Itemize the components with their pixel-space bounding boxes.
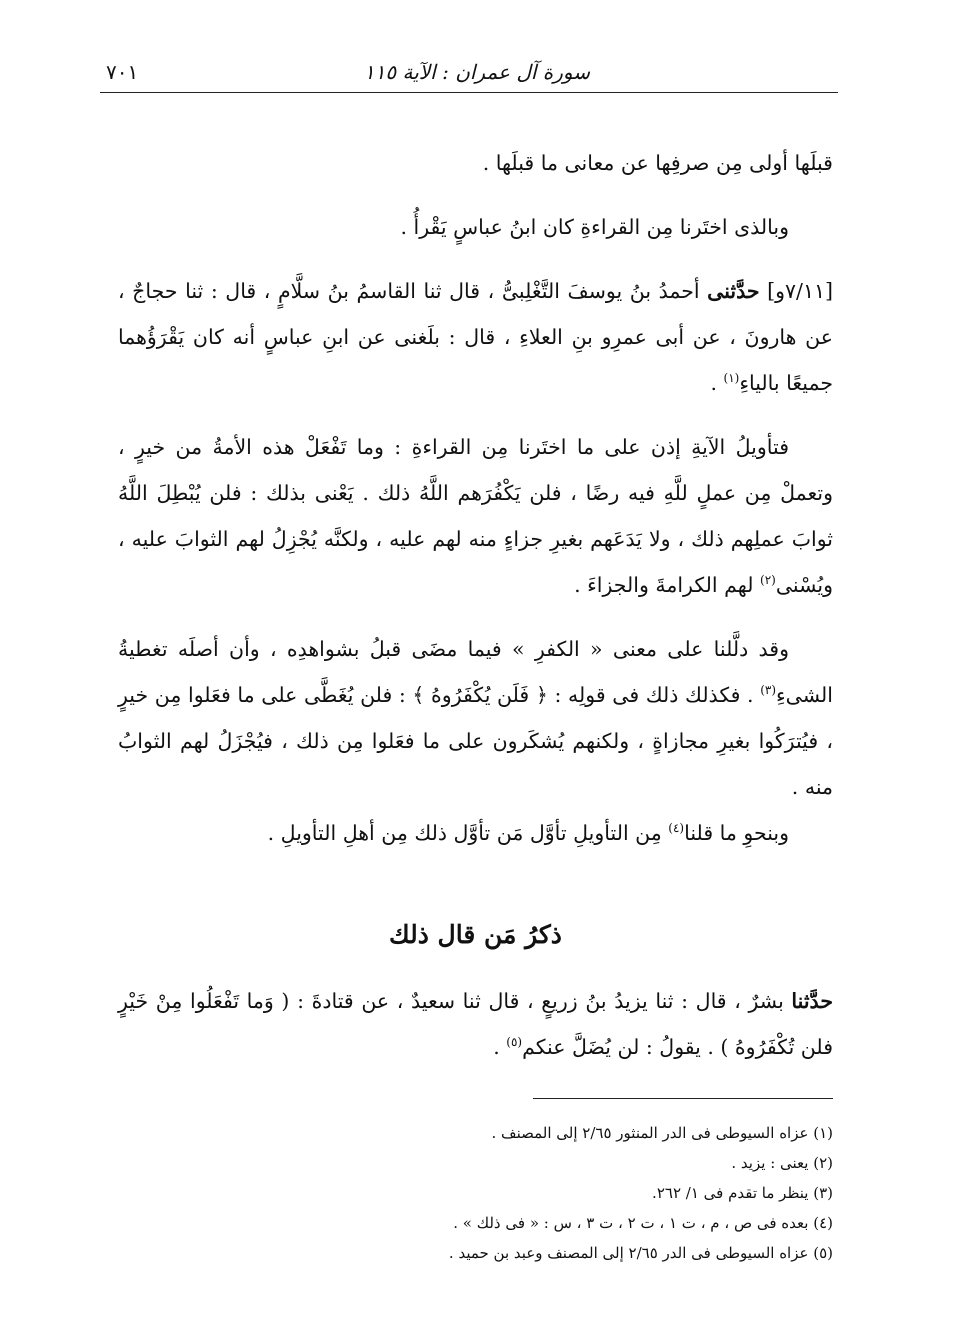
paragraph-3: [٧/١١و] حدَّثنى أحمدُ بنُ يوسفَ التَّغْلِبىُّ ، قال ثنا القاسمُ بنُ سلَّامٍ ، قال : ثنا حجاجٌ ، عن هارونَ ، عن أبى عمرِو بنِ العلاءِ ، قال : بلَغنى عن ابنِ عباسٍ أنه كان يَقْرَؤُهما جميعًا بالياءِ$^{(١)}$ . xyxy=(118,279,833,395)
page-number: ٧٠١ xyxy=(106,60,139,84)
narration-lead: حدَّثنا xyxy=(791,989,833,1013)
footnote-marker: (٣) xyxy=(760,683,777,698)
paragraph-6: وبنحوِ ما قلنا$^{(٤)}$ مِن التأويلِ تأوَّل مَن تأوَّل ذلك مِن أهلِ التأويلِ . xyxy=(267,821,789,845)
paragraph-1: قبلَها أولى مِن صرفِها عن معانى ما قبلَها . xyxy=(482,151,833,175)
footnote-4: (٤) بعده فى ص ، م ، ت ١ ، ت ٢ ، ت ٣ ، س : « فى ذلك » . xyxy=(453,1214,833,1232)
paragraph-4: فتأويلُ الآيةِ إذن على ما اختَرنا مِن القراءةِ : وما تَفْعَلْ هذه الأمةُ من خيرٍ ، وتعملْ مِن عملٍ للَّهِ فيه رضًا ، فلن يَكْفُرَهم اللَّهُ ذلك . يَعْنى بذلك : فلن يُبْطِلَ اللَّهُ ثوابَ عملِهم ذلك ، ولا يَدَعَهم بغيرِ جزاءٍ منه لهم عليه ، ولكنَّه يُجْزِلُ لهم الثوابَ عليه ، ويُسْنى$^{(٢)}$ لهم الكرامةَ والجزاءَ . xyxy=(118,435,833,597)
paragraph-2: وبالذى اختَرنا مِن القراءةِ كان ابنُ عباسٍ يَقْرأُ . xyxy=(400,215,789,239)
footnote-divider xyxy=(533,1098,833,1099)
footnote-marker: (٤) xyxy=(668,821,685,836)
section-heading: ذكرُ مَن قال ذلك xyxy=(389,920,562,949)
running-header xyxy=(100,58,840,92)
final-narration xyxy=(118,978,833,1070)
footnotes xyxy=(118,1118,833,1268)
footnote-marker: (١) xyxy=(723,371,740,386)
header-divider xyxy=(100,92,838,93)
footnote-marker: (٢) xyxy=(760,573,776,588)
footnote-3: (٣) ينظر ما تقدم فى ١/ ٢٦٢. xyxy=(652,1184,833,1202)
footnote-1: (١) عزاه السيوطى فى الدر المنثور ٢/٦٥ إلى المصنف . xyxy=(491,1124,833,1142)
main-text xyxy=(118,140,833,856)
footnote-2: (٢) يعنى : يزيد . xyxy=(731,1154,833,1172)
paragraph-5: وقد دلَّلنا على معنى « الكفرِ » فيما مضَى قبلُ بشواهدِه ، وأن أصلَه تغطيةُ الشىءِ$^{(٣)}$ . فكذلك ذلك فى قولِه : ﴿ فَلَن يُكْفَرُوهُ ﴾ : فلن يُغَطَّى على ما فعَلوا مِن خيرٍ ، فيُترَكُوا بغيرِ مجازاةٍ ، ولكنهم يُشكَرون على ما فعَلوا مِن ذلك ، فيُجْزَلُ لهم الثوابُ منه . xyxy=(118,637,833,799)
footnote-marker: (٥) xyxy=(506,1035,523,1050)
running-header-title: سورة آل عمران : الآية ١١٥ xyxy=(363,60,590,84)
footnote-5: (٥) عزاه السيوطى فى الدر ٢/٦٥ إلى المصنف وعبد بن حميد . xyxy=(448,1244,833,1262)
paragraph-7: حدَّثنا بشرٌ ، قال : ثنا يزيدُ بنُ زريعٍ ، قال ثنا سعيدٌ ، عن قتادةَ : ( وَما تَفْعَلُوا مِنْ خَيْرٍ فلن تُكْفَرُوهُ ) . يقولُ : لن يُضَلَّ عنكم$^{(٥)}$ . xyxy=(118,989,833,1059)
narration-lead: حدَّثنى xyxy=(707,279,760,303)
